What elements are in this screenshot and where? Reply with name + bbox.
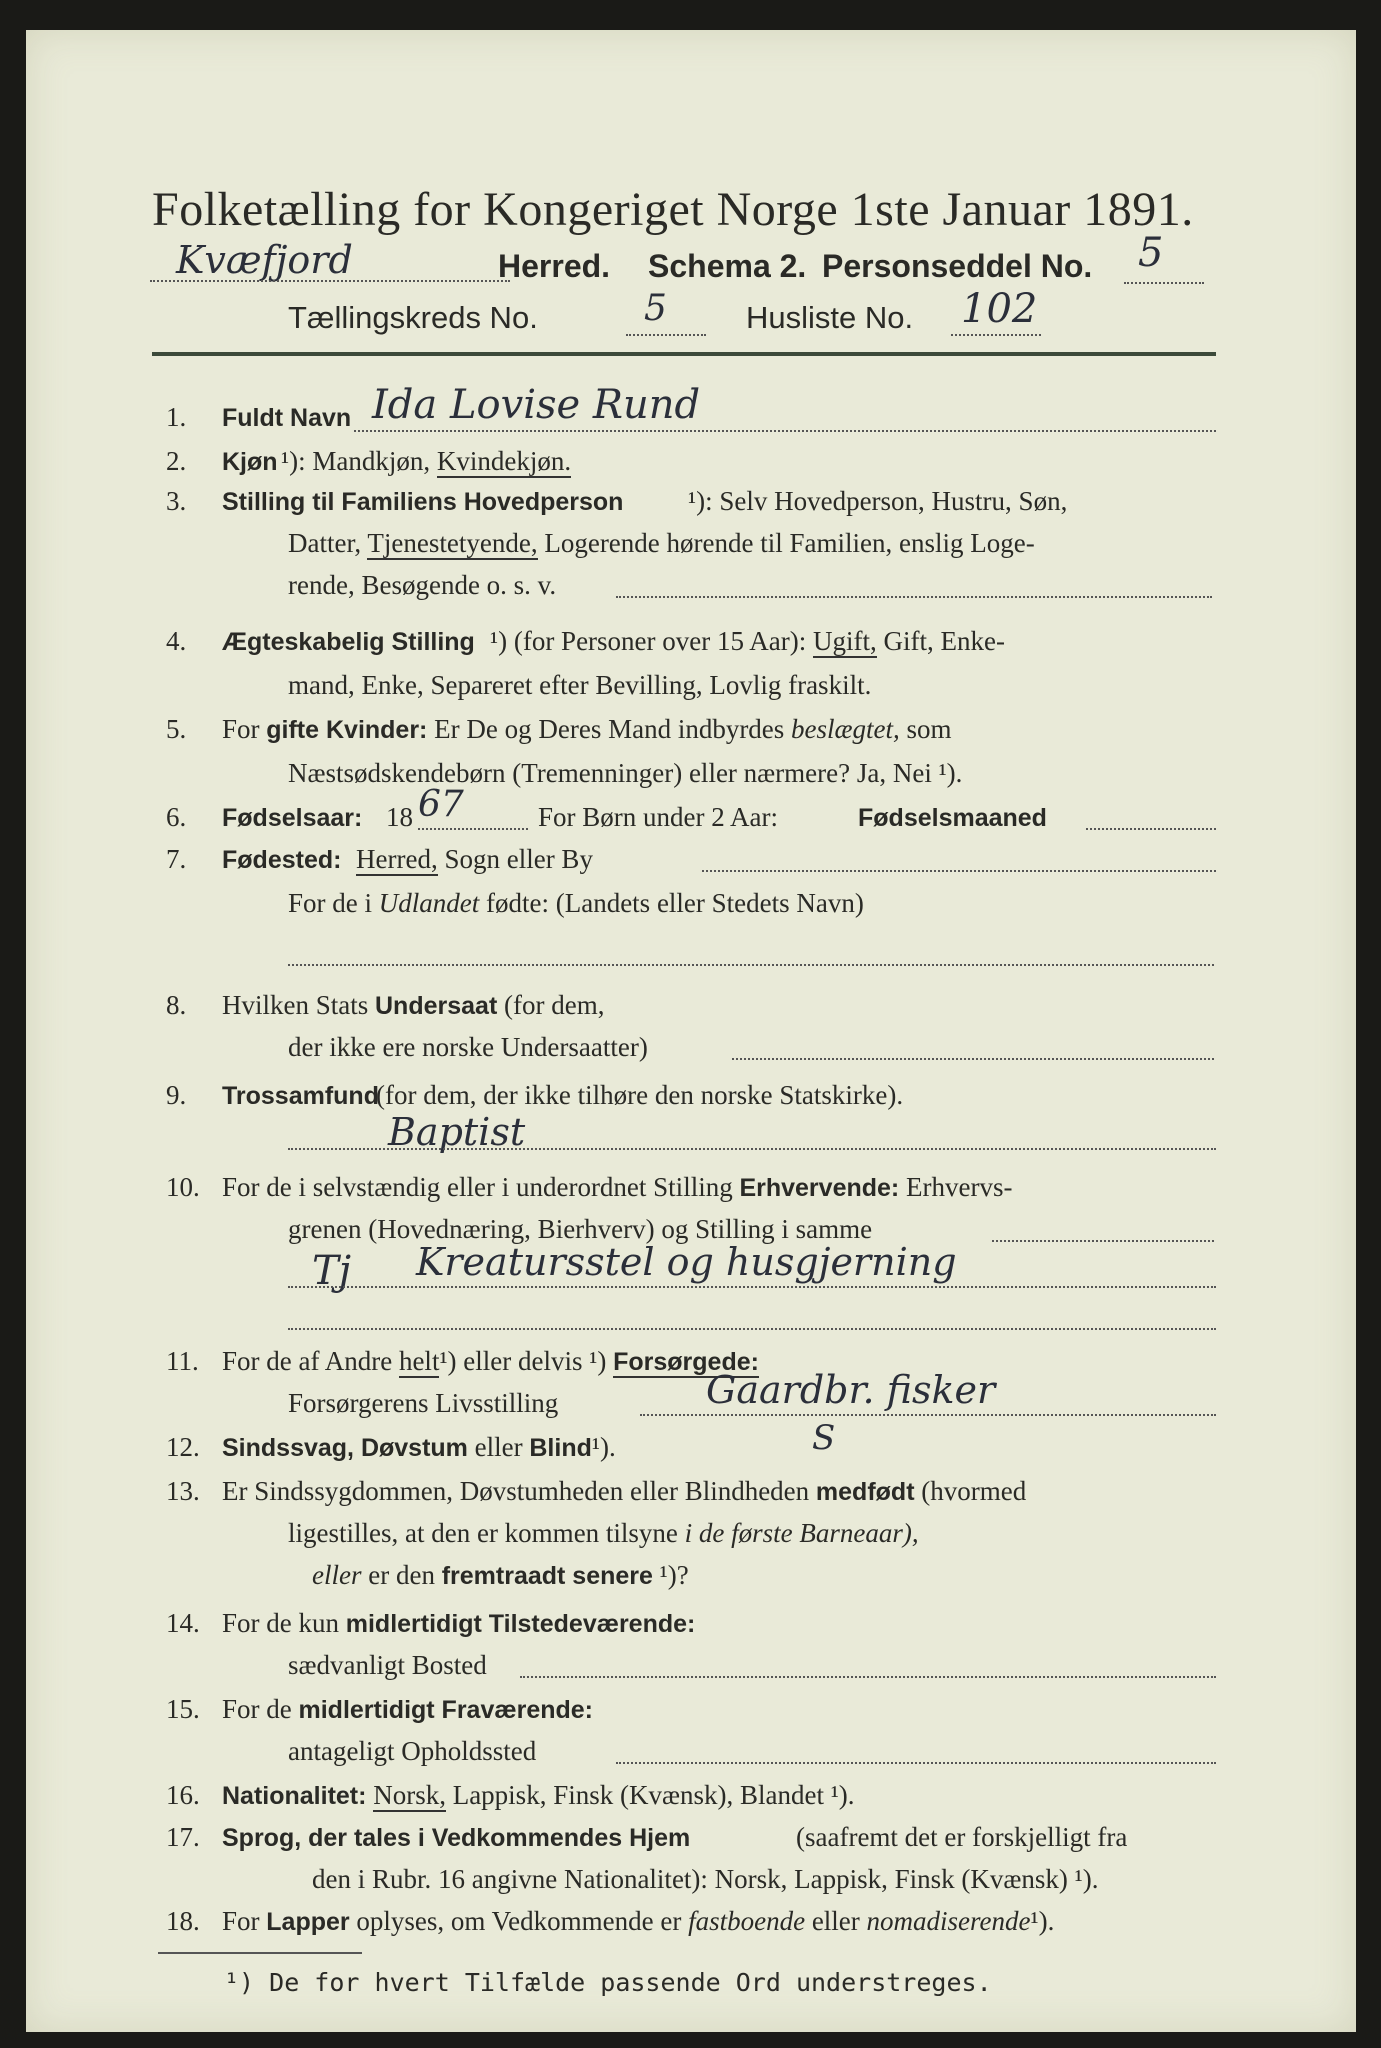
footnote-rule: [158, 1952, 362, 1954]
item-text: For de kun: [222, 1608, 339, 1638]
dots: [288, 1148, 1216, 1150]
item-label: Stilling til Familiens Hovedperson: [222, 488, 624, 516]
item-label: Fødselsmaaned: [858, 804, 1047, 832]
item-text: fastboende: [688, 1906, 806, 1936]
item-number: 15.: [166, 1694, 200, 1724]
underlined-choice: Tjenestetyende,: [367, 528, 538, 558]
dots: [1086, 828, 1216, 830]
year-prefix: 18: [386, 802, 413, 832]
header-rule: [152, 352, 1216, 356]
item-number: 2.: [166, 446, 187, 476]
dots: [640, 1414, 1216, 1416]
underlined-choice: Norsk,: [373, 1780, 446, 1810]
item-number: 6.: [166, 802, 187, 832]
dots: [288, 964, 1214, 966]
item-text: Udlandet: [378, 888, 480, 918]
item-number: 1.: [166, 402, 187, 432]
item-text: Erhvervs-: [906, 1172, 1013, 1202]
husliste-dots: [951, 334, 1041, 336]
item-text: For de af Andre: [222, 1346, 393, 1376]
husliste-value: 102: [961, 286, 1038, 332]
item-text: Lappisk, Finsk (Kvænsk), Blandet ¹).: [452, 1780, 855, 1810]
item-text: eller: [474, 1432, 523, 1462]
dots: [418, 828, 528, 830]
item-text: Er De og Deres Mand indbyrdes: [434, 714, 785, 744]
item-label: Fødselsaar:: [222, 804, 363, 832]
item-text: den i Rubr. 16 angivne Nationalitet): Norsk, Lappisk, Finsk (Kvænsk) ¹).: [312, 1864, 1099, 1894]
item-text: ¹)?: [659, 1560, 689, 1590]
item-text: er den: [368, 1560, 435, 1590]
item-text: (for dem,: [504, 990, 605, 1020]
census-form-sheet: [26, 30, 1356, 2032]
item-number: 17.: [166, 1822, 200, 1852]
item-number: 9.: [166, 1080, 187, 1110]
provider-value: Gaardbr. fisker: [706, 1368, 996, 1412]
footnote: ¹) De for hvert Tilfælde passende Ord understreges.: [224, 1968, 992, 1997]
item-text: som: [906, 714, 952, 744]
herred-dots: [150, 280, 510, 282]
item-number: 10.: [166, 1172, 200, 1202]
item-text: eller: [811, 1906, 860, 1936]
dots: [288, 1328, 1216, 1330]
item-text: mand, Enke, Separeret efter Bevilling, Lovlig fraskilt.: [288, 670, 872, 700]
item-label: midlertidigt Fraværende:: [298, 1696, 593, 1724]
occupation-value: Kreatursstel og husgjerning: [416, 1240, 957, 1284]
dots: [992, 1240, 1214, 1242]
item-label: Sindssvag, Døvstum: [222, 1434, 468, 1462]
item-text: (for dem, der ikke tilhøre den norske Statskirke).: [376, 1080, 904, 1110]
item-text: ¹).: [591, 1432, 616, 1462]
item-label: Lapper: [266, 1908, 350, 1936]
item-text: For de i: [288, 888, 372, 918]
dots: [288, 1286, 1216, 1288]
item-number: 4.: [166, 626, 187, 656]
item-text: For de: [222, 1694, 292, 1724]
item-text: ¹) (for Personer over 15 Aar):: [490, 626, 807, 656]
item-label: fremtraadt senere: [441, 1562, 653, 1590]
item-text: Er Sindssygdommen, Døvstumheden eller Blindheden: [222, 1476, 810, 1506]
item-label: medfødt: [815, 1478, 915, 1506]
full-name-value: Ida Lovise Rund: [372, 382, 701, 428]
item-label: Fuldt Navn: [222, 404, 352, 432]
dots: [520, 1676, 1216, 1678]
name-dots: [354, 430, 1216, 432]
item-label: Erhvervende:: [739, 1174, 900, 1202]
item-text: nomadiserende: [866, 1906, 1031, 1936]
item-label: midlertidigt Tilstedeværende:: [345, 1610, 696, 1638]
item-text: Gift, Enke-: [883, 626, 1005, 656]
birth-year-value: 67: [418, 784, 464, 825]
item-number: 16.: [166, 1780, 200, 1810]
sup: ¹: [281, 446, 290, 476]
dots: [616, 596, 1212, 598]
item-text: grenen (Hovednæring, Bierhverv) og Stilling i samme: [288, 1214, 873, 1244]
form-title: Folketælling for Kongeriget Norge 1ste Januar 1891.: [152, 183, 1194, 236]
husliste-label: Husliste No.: [746, 300, 914, 335]
kreds-dots: [626, 334, 706, 336]
underlined-choice: Ugift,: [813, 626, 877, 656]
item-text: Datter,: [288, 528, 362, 558]
item-text: fødte: (Landets eller Stedets Navn): [486, 888, 864, 918]
item-text: ): Mandkjøn,: [289, 446, 431, 476]
kreds-value: 5: [644, 288, 667, 329]
item-label: Nationalitet:: [222, 1782, 367, 1810]
underlined-choice: helt: [398, 1346, 440, 1376]
item-text: Hvilken Stats: [222, 990, 369, 1020]
underlined-choice: Herred,: [356, 844, 438, 874]
item-text: oplyses, om Vedkommende er: [356, 1906, 682, 1936]
dots: [732, 1058, 1214, 1060]
item-text: (saafremt det er forskjelligt fra: [796, 1822, 1128, 1852]
item-text: Forsørgerens Livsstilling: [288, 1388, 559, 1418]
item-number: 11.: [166, 1346, 199, 1376]
item-text: For: [222, 714, 260, 744]
item-text: ligestilles, at den er kommen tilsyne: [288, 1518, 678, 1548]
item-text: rende, Besøgende o. s. v.: [288, 570, 557, 600]
item-number: 7.: [166, 844, 187, 874]
item-text: Sogn eller By: [444, 844, 593, 874]
item-label: Ægteskabelig Stilling: [222, 628, 475, 656]
item-number: 13.: [166, 1476, 200, 1506]
occupation-mark: Tj: [312, 1248, 352, 1294]
personseddel-dots: [1124, 282, 1204, 284]
underlined-choice: Kvindekjøn.: [436, 446, 572, 476]
dots: [616, 1762, 1216, 1764]
item-label: Fødested:: [222, 846, 342, 874]
item-text: Næstsødskendebørn (Tremenninger) eller nærmere? Ja, Nei ¹).: [288, 758, 963, 788]
item-text: antageligt Opholdssted: [288, 1736, 537, 1766]
personseddel-label: Personseddel No.: [822, 248, 1093, 284]
herred-value: Kvæfjord: [176, 238, 353, 282]
item-number: 3.: [166, 486, 187, 516]
item-text: ¹).: [1030, 1906, 1055, 1936]
religion-value: Baptist: [388, 1110, 526, 1154]
item-text: For de i selvstændig eller i underordnet Stilling: [222, 1172, 733, 1202]
dots: [702, 870, 1216, 872]
item-number: 5.: [166, 714, 187, 744]
item-label: gifte Kvinder:: [266, 716, 428, 744]
item-label: Trossamfund: [222, 1082, 379, 1110]
item-label: Forsørgede:: [613, 1348, 759, 1376]
item-label: Sprog, der tales i Vedkommendes Hjem: [222, 1824, 691, 1852]
schema-label: Schema 2.: [648, 248, 807, 284]
item-text: eller: [312, 1560, 362, 1590]
item-text: sædvanligt Bosted: [288, 1650, 487, 1680]
item-text: ¹) eller delvis ¹): [439, 1346, 607, 1376]
item-label: Blind: [529, 1434, 592, 1462]
herred-label: Herred.: [498, 248, 611, 284]
item-text: Logerende hørende til Familien, enslig Loge-: [544, 528, 1035, 558]
item-text: For Børn under 2 Aar:: [538, 802, 778, 832]
item-text: der ikke ere norske Undersaatter): [288, 1032, 648, 1062]
personseddel-value: 5: [1138, 230, 1164, 276]
kreds-label: Tællingskreds No.: [288, 300, 538, 335]
item-text: (hvormed: [921, 1476, 1027, 1506]
item-label: Kjøn: [222, 448, 278, 476]
item-number: 8.: [166, 990, 187, 1020]
item-text: beslægtet,: [791, 714, 900, 744]
item-text: ¹): Selv Hovedperson, Hustru, Søn,: [688, 486, 1068, 516]
item-number: 12.: [166, 1432, 200, 1462]
item-number: 14.: [166, 1608, 200, 1638]
disability-mark: S: [812, 1418, 836, 1458]
item-number: 18.: [166, 1906, 200, 1936]
item-text: For: [222, 1906, 260, 1936]
item-text: i de første Barneaar),: [684, 1518, 919, 1548]
item-label: Undersaat: [375, 992, 498, 1020]
